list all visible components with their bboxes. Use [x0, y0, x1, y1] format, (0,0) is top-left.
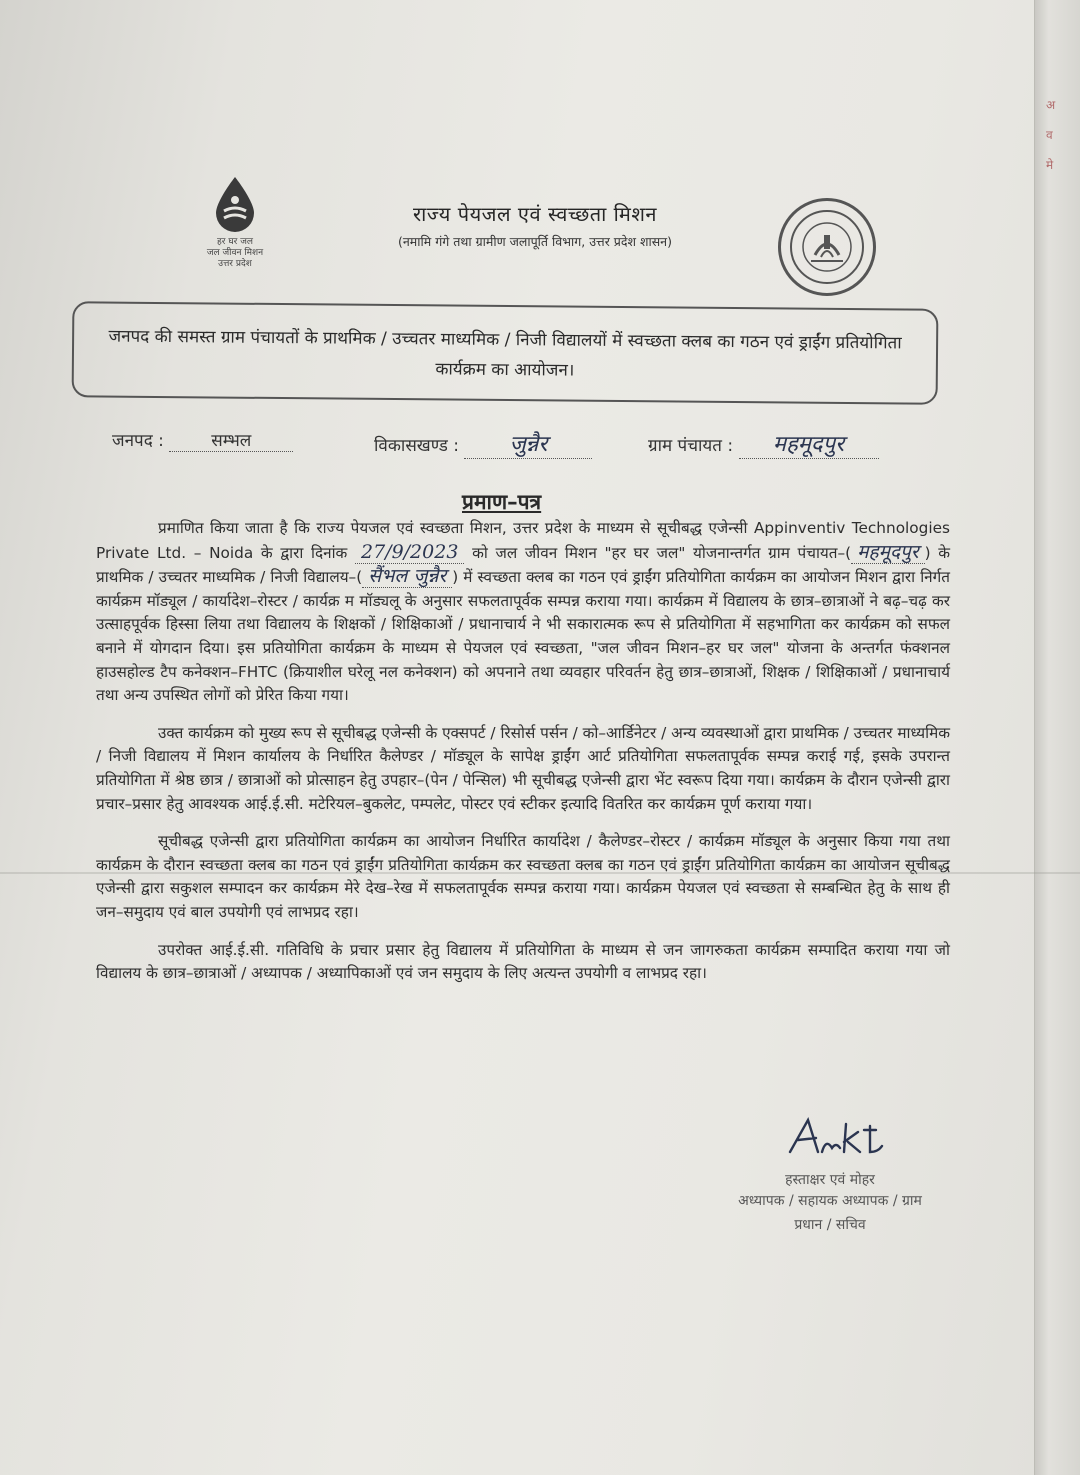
gram-panchayat-value: महमूदपुर	[739, 428, 879, 459]
paragraph-3: सूचीबद्ध एजेन्सी द्वारा प्रतियोगिता कार्यक्रम का आयोजन निर्धारित कार्यादेश / कैलेण्डर–रोस्टर / कार्यक्रम मॉड्यूल के अनुसार किया गया तथा कार्यक्रम के दौरान स्वच्छता क्लब का गठन एवं ड्राईंग प्रतियोगिता कार्यक्रम कर स्वच्छता क्लब का गठन एवं ड्राईंग प्रतियोगिता कार्यक्रम का आयोजन सूचीबद्ध एजेन्सी द्वारा सकुशल सम्पादन कर कार्यक्रम मेरे देख–रेख में सफलतापूर्वक सम्पन्न कराया गया। कार्यक्रम पेयजल एवं स्वच्छता से सम्बन्धित हेतु के साथ ही जन–समुदाय एवं बाल उपयोगी एवं लाभप्रद रहा।	[96, 832, 950, 921]
handwritten-date: 27/9/2023	[355, 541, 464, 564]
handwritten-signature	[760, 1112, 900, 1162]
mission-subtitle: (नमामि गंगे तथा ग्रामीण जलापूर्ति विभाग, उत्तर प्रदेश शासन)	[397, 234, 672, 249]
up-government-seal	[778, 198, 876, 296]
logo-text: जल जीवन मिशन	[206, 248, 264, 258]
handwritten-gram-panchayat: महमूदपुर	[851, 541, 924, 564]
certificate-title: प्रमाण–पत्र	[462, 490, 542, 514]
signatory-role: प्रधान / सचिव	[794, 1217, 866, 1233]
logo-text: हर घर जल	[217, 237, 253, 247]
paragraph-text: को जल जीवन मिशन "हर घर जल" योजनान्तर्गत ग्राम पंचायत–(	[472, 543, 852, 562]
mission-title: राज्य पेयजल एवं स्वच्छता मिशन	[412, 202, 658, 226]
paragraph-4: उपरोक्त आई.ई.सी. गतिविधि के प्रचार प्रसार हेतु विद्यालय में प्रतियोगिता के माध्यम से जन जागरुकता कार्यक्रम सम्पादित कराया गया जो विद्यालय के छात्र–छात्राओं / अध्यापक / अध्यापिकाओं एवं जन समुदाय के लिए अत्यन्त उपयोगी व लाभप्रद रहा।	[96, 940, 950, 983]
handwritten-school: सैंभल जुन्नैर	[362, 565, 452, 588]
block-value: जुन्नैर	[464, 428, 592, 459]
certificate-body	[96, 517, 950, 1000]
district-value: सम्भल	[169, 428, 293, 452]
paragraph-text: ) के प्राथमिक / उच्चतर माध्यमिक / निजी विद्यालय–(	[96, 543, 950, 587]
water-drop-icon	[210, 175, 260, 233]
gram-panchayat-field	[648, 428, 879, 459]
signatory-role: अध्यापक / सहायक अध्यापक / ग्राम	[738, 1193, 922, 1209]
gram-panchayat-label: ग्राम पंचायत :	[648, 436, 734, 456]
edge-mark: अ	[1046, 98, 1056, 112]
signature-label: हस्ताक्षर एवं मोहर	[785, 1172, 875, 1188]
edge-marks	[1046, 90, 1055, 180]
page-edge	[1034, 0, 1080, 1475]
block-label: विकासखण्ड :	[374, 436, 460, 456]
paragraph-1	[96, 517, 950, 708]
signature-block	[700, 1112, 960, 1237]
logo-text: उत्तर प्रदेश	[218, 259, 252, 269]
edge-mark: व	[1046, 128, 1053, 142]
paragraph-text: ) में स्वच्छता क्लब का गठन एवं ड्राईंग प्रतियोगिता कार्यक्रम का आयोजन मिशन द्वारा निर्गत कार्यक्रम मॉड्यूल / कार्यादेश–रोस्टर / कार्यक्र म मॉड्यलू के अनुसार सफलतापूर्वक सम्पन्न कराया गया। कार्यक्रम में विद्यालय के छात्र–छात्राओं ने बढ़–चढ़ कर उत्साहपूर्वक हिस्सा लिया तथा विद्यालय के शिक्षकों / शिक्षिकाओं / प्रधानाचार्य ने भी सकारात्मक रूप से प्रतियोगिता में सहभागिता कर कार्यक्रम को सफल बनाने में योगदान दिया। इस प्रतियोगिता कार्यक्रम के माध्यम से पेयजल एवं स्वच्छता, "जल जीवन मिशन–हर घर जल" योजना के अन्तर्गत फंक्शनल हाउसहोल्ड टैप कनेक्शन–FHTC (क्रियाशील घरेलू नल कनेक्शन) को अपनाने तथा व्यवहार परिवर्तन हेतु छात्र–छात्राओं, शिक्षक / शिक्षिकाओं / प्रधानाचार्य तथा अन्य उपस्थित लोगों को प्रेरित किया गया।	[96, 568, 950, 705]
har-ghar-jal-logo	[190, 175, 280, 270]
paragraph-text: प्रमाणित किया जाता है कि राज्य पेयजल एवं स्वच्छता मिशन, उत्तर प्रदेश के माध्यम से सूचीबद्ध एजेन्सी Appinventiv Technologies Private Ltd. – Noida के द्वारा दिनांक	[96, 519, 950, 562]
district-field	[112, 428, 293, 452]
header	[330, 200, 740, 250]
subject-box	[72, 301, 939, 405]
paragraph-2: उक्त कार्यक्रम को मुख्य रूप से सूचीबद्ध एजेन्सी के एक्सपर्ट / रिसोर्स पर्सन / को–आर्डिनेटर / अन्य व्यवस्थाओं द्वारा प्राथमिक / उच्चतर माध्यमिक / निजी विद्यालय में मिशन कार्यालय के निर्धारित कैलेण्डर / मॉड्यूल के सापेक्ष ड्राईंग आर्ट प्रतियोगिता सफलतापूर्वक सम्पन्न कराई गई, इसके उपरान्त प्रतियोगिता में श्रेष्ठ छात्र / छात्राओं को प्रोत्साहन हेतु उपहार–(पेन / पेन्सिल) भी सूचीबद्ध एजेन्सी द्वारा भेंट स्वरूप दिया गया। कार्यक्रम के दौरान एजेन्सी द्वारा प्रचार–प्रसार हेतु आवश्यक आई.ई.सी. मटेरियल–बुकलेट, पम्पलेट, पोस्टर एवं स्टीकर इत्यादि वितरित कर कार्यक्रम पूर्ण कराया गया।	[96, 723, 950, 813]
paper-crease	[0, 872, 1080, 874]
district-label: जनपद :	[112, 431, 164, 451]
edge-mark: मे	[1046, 158, 1054, 172]
emblem-icon	[785, 205, 869, 289]
block-field	[374, 428, 592, 459]
subject-text: जनपद की समस्त ग्राम पंचायतों के प्राथमिक / उच्चतर माध्यमिक / निजी विद्यालयों में स्वच्छता क्लब का गठन एवं ड्राईंग प्रतियोगिता कार्यक्रम का आयोजन।	[108, 326, 902, 381]
